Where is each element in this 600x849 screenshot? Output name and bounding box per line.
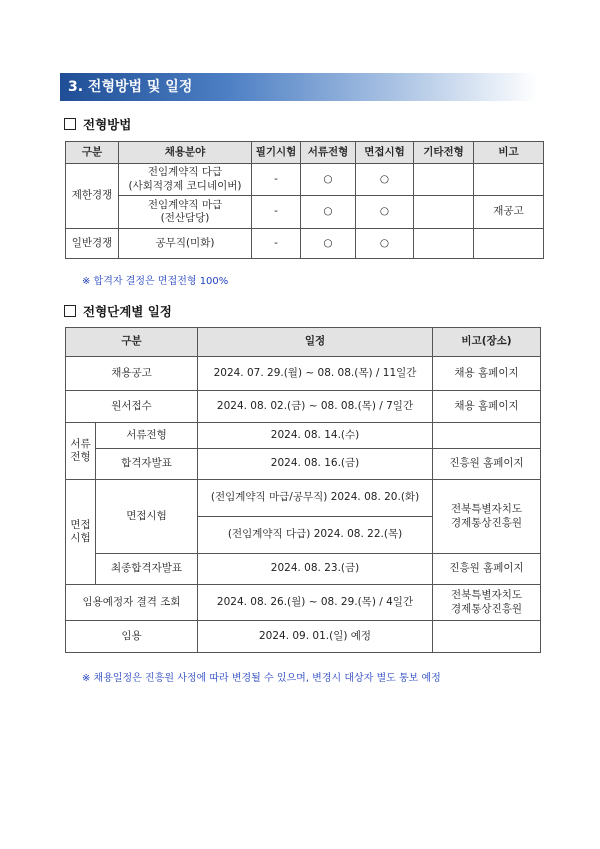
note-cell [474, 229, 544, 259]
other-cell [414, 164, 474, 196]
header-written: 필기시험 [252, 142, 301, 164]
field-cell [119, 164, 252, 196]
table-row [66, 480, 541, 517]
stage-label: 임용예정자 결격 조회 [66, 585, 198, 621]
stage-date: 2024. 08. 14.(수) [198, 423, 433, 449]
group-restricted: 제한경쟁 [66, 164, 119, 229]
header-location: 비고(장소) [433, 328, 541, 357]
table-row [66, 229, 544, 259]
note-line2: 경제통상진흥원 [451, 602, 523, 615]
doc-cell: ○ [301, 196, 356, 229]
written-cell: - [252, 196, 301, 229]
table-row [66, 423, 541, 449]
method-heading [64, 115, 131, 133]
method-footnote: ※ 합격자 결정은 면접전형 100% [82, 276, 229, 287]
stage-note [433, 480, 541, 554]
note-cell: 재공고 [474, 196, 544, 229]
group-open: 일반경쟁 [66, 229, 119, 259]
field-cell [119, 196, 252, 229]
header-field: 채용분야 [119, 142, 252, 164]
schedule-header-row [66, 328, 541, 357]
stage-note: 채용 홈페이지 [433, 357, 541, 391]
stage-note: 진흥원 홈페이지 [433, 554, 541, 585]
table-row [66, 357, 541, 391]
note-cell [474, 164, 544, 196]
schedule-footnote: ※ 채용일정은 진흥원 사정에 따라 변경될 수 있으며, 변경시 대상자 별도 통보 예정 [82, 673, 441, 684]
table-row [66, 621, 541, 653]
other-cell [414, 229, 474, 259]
stage-date: (전임계약직 마급/공무직) 2024. 08. 20.(화) [198, 480, 433, 517]
stage-label: 임용 [66, 621, 198, 653]
header-note: 비고 [474, 142, 544, 164]
note-line1: 전북특별자치도 [451, 589, 523, 602]
stage-label: 면접시험 [96, 480, 198, 554]
table-row [66, 391, 541, 423]
field-line1: 전임계약직 다급 [147, 166, 223, 179]
field-cell: 공무직(미화) [119, 229, 252, 259]
stage-date: 2024. 08. 16.(금) [198, 449, 433, 480]
stage-label: 원서접수 [66, 391, 198, 423]
stage-date: 2024. 08. 23.(금) [198, 554, 433, 585]
section-title: 3. 전형방법 및 일정 [60, 73, 538, 101]
checkbox-icon [64, 118, 76, 130]
stage-note [433, 585, 541, 621]
stage-note: 채용 홈페이지 [433, 391, 541, 423]
interview-cell: ○ [356, 196, 414, 229]
stage-note [433, 621, 541, 653]
table-row [66, 585, 541, 621]
schedule-heading [64, 302, 172, 320]
table-row [66, 554, 541, 585]
group-line1: 서류 [70, 437, 91, 450]
group-document [66, 423, 96, 480]
header-schedule: 일정 [198, 328, 433, 357]
checkbox-icon [64, 305, 76, 317]
table-row [66, 196, 544, 229]
stage-date: (전임계약직 다급) 2024. 08. 22.(목) [198, 517, 433, 554]
header-other: 기타전형 [414, 142, 474, 164]
schedule-table [65, 327, 541, 653]
doc-cell: ○ [301, 229, 356, 259]
header-interview: 면접시험 [356, 142, 414, 164]
schedule-heading-text: 전형단계별 일정 [83, 304, 172, 319]
group-line2: 시험 [70, 532, 91, 544]
stage-date: 2024. 09. 01.(일) 예정 [198, 621, 433, 653]
written-cell: - [252, 229, 301, 259]
table-row [66, 164, 544, 196]
table-row [66, 449, 541, 480]
stage-label: 서류전형 [96, 423, 198, 449]
field-line1: 전임계약직 마급 [147, 198, 223, 211]
method-heading-text: 전형방법 [83, 117, 132, 132]
stage-date: 2024. 08. 26.(월) ~ 08. 29.(목) / 4일간 [198, 585, 433, 621]
stage-label: 합격자발표 [96, 449, 198, 480]
method-header-row [66, 142, 544, 164]
doc-cell: ○ [301, 164, 356, 196]
interview-cell: ○ [356, 229, 414, 259]
group-line2: 전형 [70, 451, 91, 463]
stage-label: 채용공고 [66, 357, 198, 391]
group-interview [66, 480, 96, 585]
note-line1: 전북특별자치도 [451, 503, 523, 516]
field-line2: (전산담당) [160, 212, 210, 224]
stage-date: 2024. 08. 02.(금) ~ 08. 08.(목) / 7일간 [198, 391, 433, 423]
written-cell: - [252, 164, 301, 196]
stage-date: 2024. 07. 29.(월) ~ 08. 08.(목) / 11일간 [198, 357, 433, 391]
header-document: 서류전형 [301, 142, 356, 164]
group-line1: 면접 [70, 518, 91, 531]
interview-cell: ○ [356, 164, 414, 196]
method-table [65, 141, 544, 259]
stage-label: 최종합격자발표 [96, 554, 198, 585]
header-category: 구분 [66, 328, 198, 357]
other-cell [414, 196, 474, 229]
field-line2: (사회적경제 코디네이버) [128, 179, 242, 192]
note-line2: 경제통상진흥원 [451, 516, 523, 529]
stage-note [433, 423, 541, 449]
header-category: 구분 [66, 142, 119, 164]
stage-note: 진흥원 홈페이지 [433, 449, 541, 480]
